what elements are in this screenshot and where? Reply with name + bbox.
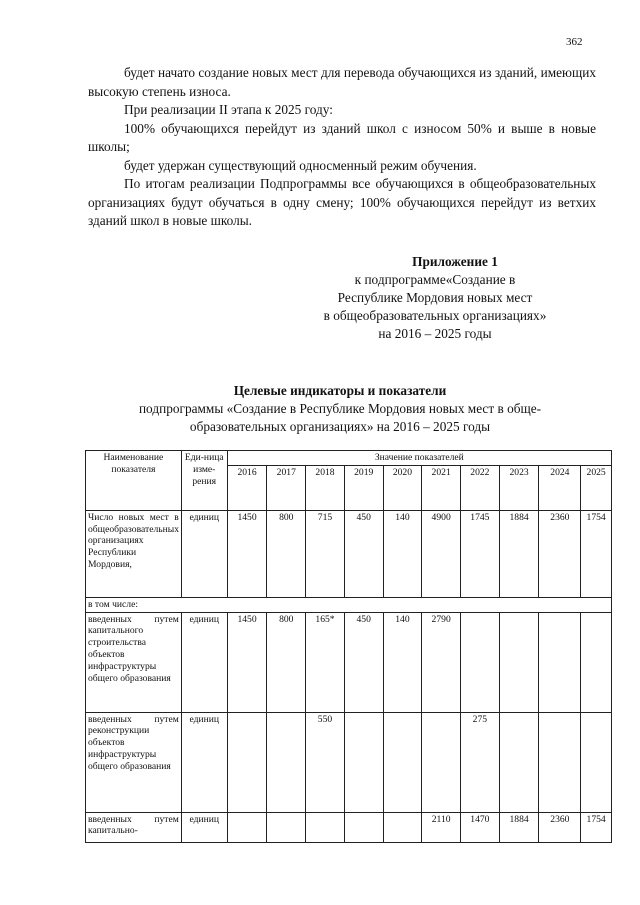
year-cell: 2017 — [267, 465, 306, 510]
table-row — [86, 812, 612, 842]
value-cell: 800 — [267, 612, 306, 712]
year-cell: 2023 — [499, 465, 539, 510]
row-unit: единиц — [181, 712, 227, 812]
appendix-heading: Приложение 1 — [412, 254, 498, 269]
value-cell: 2110 — [422, 812, 461, 842]
year-cell: 2022 — [461, 465, 500, 510]
appendix-line: к подпрограмме«Создание в — [354, 272, 516, 287]
value-cell: 140 — [383, 612, 422, 712]
table-row — [86, 612, 612, 712]
value-cell: 1450 — [227, 612, 267, 712]
value-cell — [581, 712, 612, 812]
value-cell — [539, 712, 581, 812]
row-name: введенных путем реконструкции объектов инфраструктуры общего образования — [86, 712, 182, 812]
year-cell: 2020 — [383, 465, 422, 510]
row-name: введенных путем капитального строительства объектов инфраструктуры общего образования — [86, 612, 182, 712]
value-cell: 715 — [306, 510, 345, 597]
value-cell — [499, 712, 539, 812]
row-name: Число новых мест в общеобразовательных организациях Республики Мордовия, — [86, 510, 182, 597]
year-cell: 2018 — [306, 465, 345, 510]
paragraph: будет удержан существующий односменный режим обучения. — [124, 157, 477, 173]
value-cell: 800 — [267, 510, 306, 597]
value-cell: 1470 — [461, 812, 500, 842]
value-cell — [461, 612, 500, 712]
value-cell — [344, 812, 383, 842]
table-row — [86, 597, 612, 612]
value-cell: 1754 — [581, 812, 612, 842]
appendix-line: на 2016 – 2025 годы — [378, 326, 492, 341]
body-text — [88, 64, 596, 231]
title-bold: Целевые индикаторы и показатели — [233, 383, 447, 398]
value-cell: 1884 — [499, 510, 539, 597]
value-cell — [499, 612, 539, 712]
year-cell: 2019 — [344, 465, 383, 510]
header-unit: Еди-ница изме-рения — [181, 451, 227, 511]
year-cell: 2024 — [539, 465, 581, 510]
year-cell: 2025 — [581, 465, 612, 510]
year-cell: 2016 — [227, 465, 267, 510]
value-cell — [383, 712, 422, 812]
indicators-table — [85, 450, 612, 843]
value-cell: 2360 — [539, 510, 581, 597]
value-cell — [422, 712, 461, 812]
table-title — [80, 382, 600, 436]
table-row — [86, 510, 612, 597]
value-cell: 1745 — [461, 510, 500, 597]
row-unit: единиц — [181, 812, 227, 842]
value-cell: 550 — [306, 712, 345, 812]
value-cell — [581, 612, 612, 712]
header-values: Значение показателей — [227, 451, 611, 466]
paragraph: При реализации II этапа к 2025 году: — [124, 102, 333, 117]
appendix-line: Республике Мордовия новых мест — [337, 290, 533, 305]
value-cell — [344, 712, 383, 812]
value-cell: 275 — [461, 712, 500, 812]
value-cell: 165* — [306, 612, 345, 712]
value-cell — [227, 712, 267, 812]
header-name: Наименование показателя — [86, 451, 182, 511]
value-cell: 450 — [344, 510, 383, 597]
value-cell — [306, 812, 345, 842]
appendix-line: в общеобразовательных организациях» — [323, 308, 547, 323]
value-cell — [267, 812, 306, 842]
title-line: подпрограммы «Создание в Республике Мордовия новых мест в обще- — [138, 401, 542, 416]
row-name: введенных путем капитально- — [86, 812, 182, 842]
empty-cell — [227, 597, 611, 612]
title-line: образовательных организациях» на 2016 – 2025 годы — [189, 419, 491, 434]
value-cell — [383, 812, 422, 842]
value-cell — [539, 612, 581, 712]
year-cell: 2021 — [422, 465, 461, 510]
appendix-block — [300, 253, 570, 343]
value-cell: 1754 — [581, 510, 612, 597]
paragraph: 100% обучающихся перейдут из зданий школ с износом 50% и выше в новые школы; — [88, 120, 596, 154]
value-cell: 140 — [383, 510, 422, 597]
value-cell: 2360 — [539, 812, 581, 842]
row-name: в том числе: — [86, 597, 228, 612]
value-cell: 1884 — [499, 812, 539, 842]
row-unit: единиц — [181, 510, 227, 597]
value-cell — [227, 812, 267, 842]
value-cell: 1450 — [227, 510, 267, 597]
value-cell: 450 — [344, 612, 383, 712]
table-row — [86, 712, 612, 812]
value-cell: 4900 — [422, 510, 461, 597]
paragraph: будет начато создание новых мест для перевода обучающихся из зданий, имеющих высокую степень износа. — [88, 65, 596, 99]
paragraph: По итогам реализации Подпрограммы все обучающихся в общеобразовательных организациях будут обучаться в одну смену; 100% обучающихся перейдут из ветхих зданий школ в новые школы. — [88, 176, 596, 228]
value-cell: 2790 — [422, 612, 461, 712]
page-number: 362 — [566, 36, 583, 48]
row-unit: единиц — [181, 612, 227, 712]
value-cell — [267, 712, 306, 812]
